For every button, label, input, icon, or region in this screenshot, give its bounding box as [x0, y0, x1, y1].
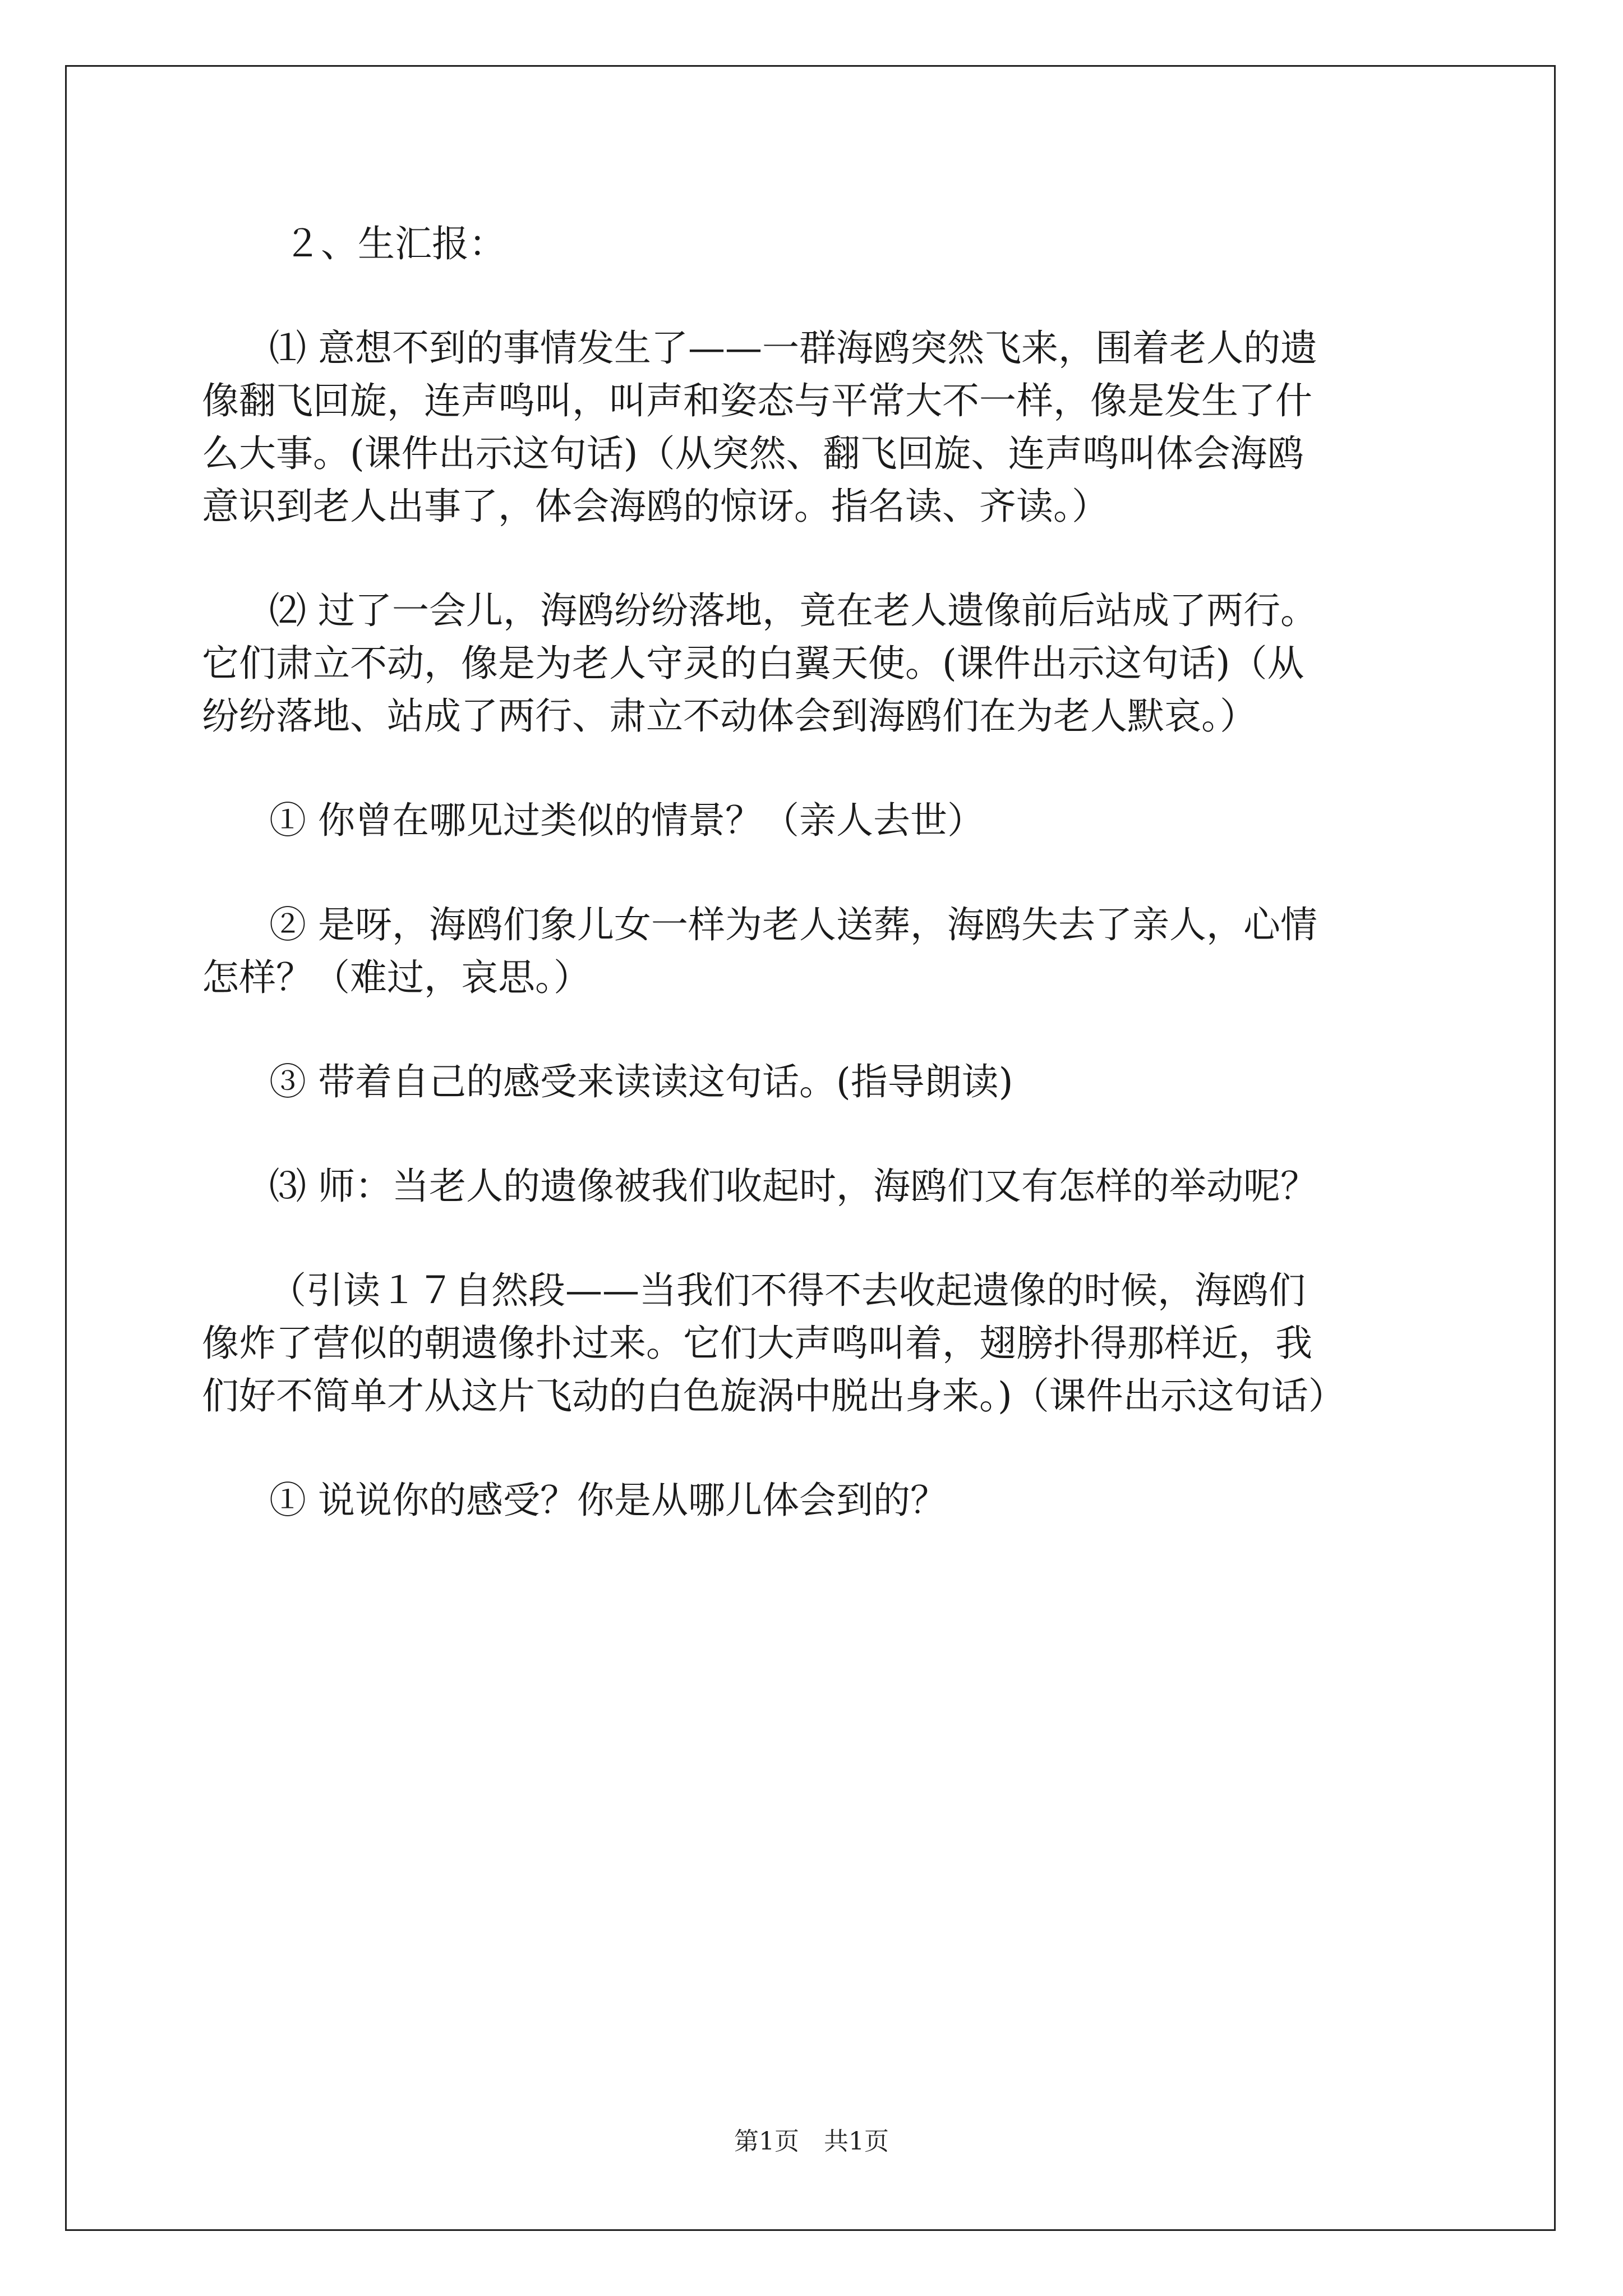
text-line: ③ 带着自己的感受来读读这句话。(指导朗读) [269, 1060, 1013, 1103]
text-line: 们好不简单才从这片飞动的白色旋涡中脱出身来。)（课件出示这句话） [202, 1374, 1345, 1418]
text-line: 意识到老人出事了，体会海鸥的惊讶。指名读、齐读。） [202, 485, 1109, 528]
paragraph-sub-1 [202, 794, 1436, 847]
document-body [202, 218, 1436, 1527]
text-line: ① 你曾在哪见过类似的情景？（亲人去世） [269, 799, 984, 842]
paragraph-sub-3 [202, 1056, 1436, 1108]
text-line: （引读１７自然段——当我们不得不去收起遗像的时候，海鸥们 [269, 1269, 1306, 1312]
text-line: 么大事。(课件出示这句话)（从突然、翻飞回旋、连声鸣叫体会海鸥 [202, 432, 1304, 475]
text-line: ⑴ 意想不到的事情发生了——一群海鸥突然飞来，围着老人的遗 [269, 326, 1317, 370]
text-line: ２、生汇报： [284, 222, 506, 265]
text-line: 纷纷落地、站成了两行、肃立不动体会到海鸥们在为老人默哀。） [202, 694, 1257, 738]
text-line: ② 是呀，海鸥们象儿女一样为老人送葬，海鸥失去了亲人，心情 [269, 903, 1317, 946]
text-line: 怎样？（难过，哀思。） [202, 956, 591, 999]
text-line: ① 说说你的感受？你是从哪儿体会到的？ [269, 1479, 947, 1522]
paragraph-sub-4 [202, 1474, 1436, 1527]
paragraph-point-1 [202, 322, 1436, 533]
paragraph-point-2 [202, 585, 1436, 743]
text-line: 像炸了营似的朝遗像扑过来。它们大声鸣叫着，翅膀扑得那样近，我 [202, 1322, 1312, 1365]
paragraph-point-3 [202, 1160, 1436, 1213]
text-line: 像翻飞回旋，连声鸣叫，叫声和姿态与平常大不一样，像是发生了什 [202, 379, 1312, 422]
page-footer: 第1页 共1页 [734, 2127, 889, 2156]
paragraph-sub-2 [202, 899, 1436, 1004]
text-line: 它们肃立不动，像是为老人守灵的白翼天使。(课件出示这句话)（从 [202, 642, 1304, 685]
paragraph-report-heading [202, 218, 1436, 270]
text-line: ⑵ 过了一会儿，海鸥纷纷落地，竟在老人遗像前后站成了两行。 [269, 589, 1317, 632]
paragraph-guided-reading [202, 1264, 1436, 1423]
text-line: ⑶ 师：当老人的遗像被我们收起时，海鸥们又有怎样的举动呢？ [269, 1165, 1317, 1208]
